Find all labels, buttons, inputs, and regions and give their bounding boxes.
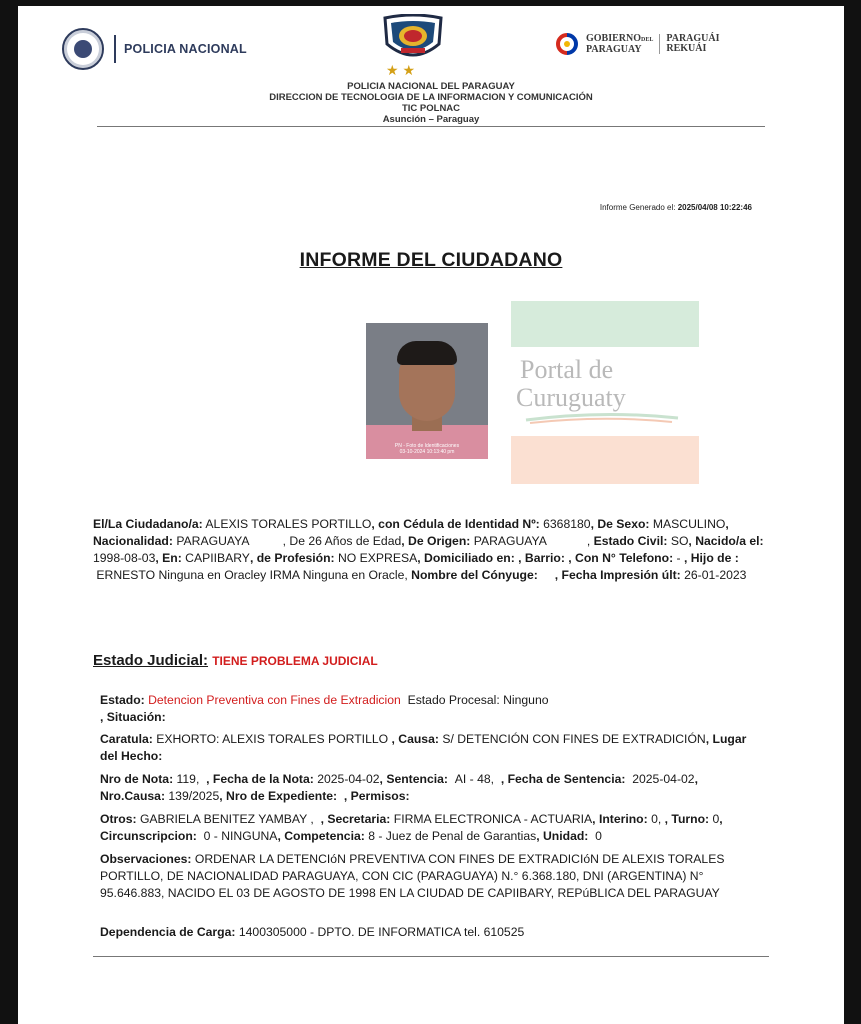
person-l-barrio: , Barrio: [518,551,565,565]
judicial-l-situacion: , Situación: [100,710,166,724]
brand-name: POLICIA NACIONAL [124,42,247,56]
judicial-sent: AI - 48 [454,772,491,786]
judicial-estado: Detencion Preventiva con Fines de Extradicion [148,693,401,707]
judicial-l-dep: Dependencia de Carga: [100,925,236,939]
person-parents: ERNESTO Ninguna en Oracley IRMA Ninguna en Oracle, [96,568,408,582]
person-l-age-pre: , De [282,534,306,548]
policia-nacional-brand [62,28,247,70]
judicial-l-unidad: , Unidad: [536,829,589,843]
generated-value: 2025/04/08 10:22:46 [677,203,752,212]
institution-line-4: Asunción – Paraguay [382,114,480,125]
judicial-caratula: EXHORTO: ALEXIS TORALES PORTILLO [156,732,389,746]
person-tel: - [676,551,681,565]
citizen-photo [366,323,488,459]
judicial-obs: ORDENAR LA DETENCIóN PREVENTIVA CON FINES DE EXTRADICIóN DE ALEXIS TORALES PORTILLO, DE NACIONALIDAD PARAGUAYA, CON CIC (PARAGUAYA) N.° 6.368.180, DNI (ARGENTINA) N° 95.646.883, NACIDO EL 03 DE AGOSTO DE 1998 EN LA CIUDAD DE CAPIIBARY, REPúBLICA DEL PARAGUAY [100,852,725,900]
judicial-nota: Nro de Nota: 119, , Fecha de la Nota: 2025-04-02, Sentencia: AI - 48, , Fecha de Sentencia: 2025-04-02, Nro.Causa: 139/2025, Nro de Expediente: , Permisos: [100,772,698,803]
judicial-procesal: Estado Procesal: Ninguno [407,693,549,707]
judicial-l-interino: , Interino: [592,812,648,826]
judicial-status-badge: TIENE PROBLEMA JUDICIAL [212,654,378,668]
citizen-details: El/La Ciudadano/a: ALEXIS TORALES PORTILLO, con Cédula de Identidad Nº: 6368180, De Sexo: MASCULINO, Nacionalidad: PARAGUAYA , De 26 Años de Edad, De Origen: PARAGUAYA , Estado Civil: SO, Nacido/a el: 1998-08-03, En: CAPIIBARY, de Profesión: NO EXPRESA, Domiciliado en: , Barrio: , Con N° Telefono: - , Hijo de : ERNESTO Ninguna en Oracley IRMA Ninguna en Oracle, Nombre del Cónyuge: , Fecha Impresión últ: 26-01-2023 [93,517,764,582]
person-l-born: , Nacido/a el: [688,534,764,548]
judicial-nota: 119 [176,772,196,786]
judicial-fsent: 2025-04-02 [632,772,695,786]
watermark-line1: Portal de [520,355,614,384]
judicial-unidad: 0 [595,829,602,843]
judicial-l-comp: , Competencia: [277,829,365,843]
judicial-dep: 1400305000 - DPTO. DE INFORMATICA tel. 610525 [238,925,525,939]
person-l-in: , En: [155,551,182,565]
judicial-l-secr: , Secretaria: [320,812,391,826]
person-age: 26 Años de Edad [308,534,402,548]
person-l-origin: , De Origen: [401,534,471,548]
gov-small: DEL [641,36,654,43]
watermark-band-bottom [511,436,699,484]
judicial-observaciones [100,851,760,902]
person-sex: MASCULINO [652,517,726,531]
watermark-swoosh-icon [522,410,682,424]
police-crest-icon [379,14,447,64]
judicial-l-causa: , Causa: [391,732,439,746]
generated-label: Informe Generado el: [599,203,676,212]
judicial-l-perm: , Permisos: [343,789,410,803]
person-ci: 6368180 [543,517,591,531]
judicial-causa-nro: 139/2025 [168,789,220,803]
judicial-l-lugar: , Lugar del Hecho: [100,732,747,763]
judicial-l-circ: , Circunscripcion: [100,812,723,843]
person-born: 1998-08-03 [93,551,156,565]
watermark-band-top [511,301,699,347]
judicial-l-fnota: , Fecha de la Nota: [206,772,314,786]
person-l-tel: , Con N° Telefono: [568,551,674,565]
person-birthplace: CAPIIBARY [185,551,250,565]
gov-line2: PARAGUAY [586,43,642,55]
gov-line1: GOBIERNO [586,32,642,44]
judicial-l-estado: Estado: [100,693,145,707]
person-l-ci: , con Cédula de Identidad Nº: [371,517,540,531]
judicial-l-exp: , Nro de Expediente: [219,789,338,803]
person-l-nat: , Nacionalidad: [93,517,729,548]
person-name: ALEXIS TORALES PORTILLO [205,517,372,531]
watermark-line2: Curuguaty [516,383,626,412]
judicial-secr: FIRMA ELECTRONICA - ACTUARIA [393,812,593,826]
judicial-comp: 8 - Juez de Penal de Garantias [368,829,537,843]
institution-line-3: TIC POLNAC [401,103,461,114]
judicial-estado [100,692,760,726]
person-l-child: , Hijo de : [683,551,739,565]
judicial-l-sent: , Sentencia: [379,772,448,786]
judicial-section-label: Estado Judicial: [93,652,209,669]
person-print-date: 26-01-2023 [684,568,747,582]
policia-seal-icon [62,28,104,70]
judicial-l-otros: Otros: [100,812,137,826]
person-l-dom: , Domiciliado en: [417,551,515,565]
judicial-otros: GABRIELA BENITEZ YAMBAY [139,812,308,826]
judicial-caratula [100,731,760,765]
judicial-dependencia [100,924,760,941]
report-page [18,6,844,1024]
footer-divider [93,956,769,957]
gobierno-logo-icon [554,33,580,55]
stars-icon: ★★ [386,62,420,78]
gobierno-brand [554,33,720,55]
person-l-citizen: El/La Ciudadano/a: [93,517,203,531]
institution-line-2: DIRECCION DE TECNOLOGIA DE LA INFORMACION Y COMUNICACIÓN [269,92,593,103]
judicial-l-obs: Observaciones: [100,852,192,866]
page-title: INFORME DEL CIUDADANO [299,249,563,271]
generated-timestamp [600,203,752,212]
judicial-l-nota: Nro de Nota: [100,772,174,786]
judicial-l-turno: , Turno: [664,812,710,826]
portal-watermark [516,356,626,412]
judicial-section-heading [93,652,378,669]
gov-right2: REKUÁI [666,43,707,54]
institution-line-1: POLICIA NACIONAL DEL PARAGUAY [347,81,515,92]
person-prof: NO EXPRESA [338,551,418,565]
judicial-l-causa-nro: , Nro.Causa: [100,772,698,803]
judicial-causa: S/ DETENCIÓN CON FINES DE EXTRADICIÓN [442,732,706,746]
photo-caption-1: PN - Foto de Identificaciones [394,443,460,449]
person-l-print: , Fecha Impresión últ: [554,568,681,582]
judicial-turno: 0 [712,812,720,826]
person-nat: PARAGUAYA [176,534,249,548]
judicial-otros: Otros: GABRIELA BENITEZ YAMBAY , , Secretaria: FIRMA ELECTRONICA - ACTUARIA, Interino: 0, , Turno: 0, Circunscripcion: 0 - NINGUNA, Competencia: 8 - Juez de Penal de Garantias, Unidad: 0 [100,812,723,843]
person-l-sex: , De Sexo: [590,517,650,531]
gov-right1: PARAGUÁI [666,33,720,44]
judicial-l-caratula: Caratula: [100,732,153,746]
judicial-interino: 0 [651,812,658,826]
person-l-prof: , de Profesión: [249,551,335,565]
person-l-spouse: Nombre del Cónyuge: [411,568,538,582]
judicial-circ: 0 - NINGUNA [203,829,278,843]
person-origin: PARAGUAYA [473,534,547,548]
person-civil: SO [670,534,689,548]
judicial-l-fsent: , Fecha de Sentencia: [500,772,626,786]
person-l-civil: Estado Civil: [593,534,668,548]
judicial-fnota: 2025-04-02 [317,772,380,786]
photo-caption-2: 03-10-2024 10:13:40 pm [399,449,455,455]
header-divider [97,126,765,127]
